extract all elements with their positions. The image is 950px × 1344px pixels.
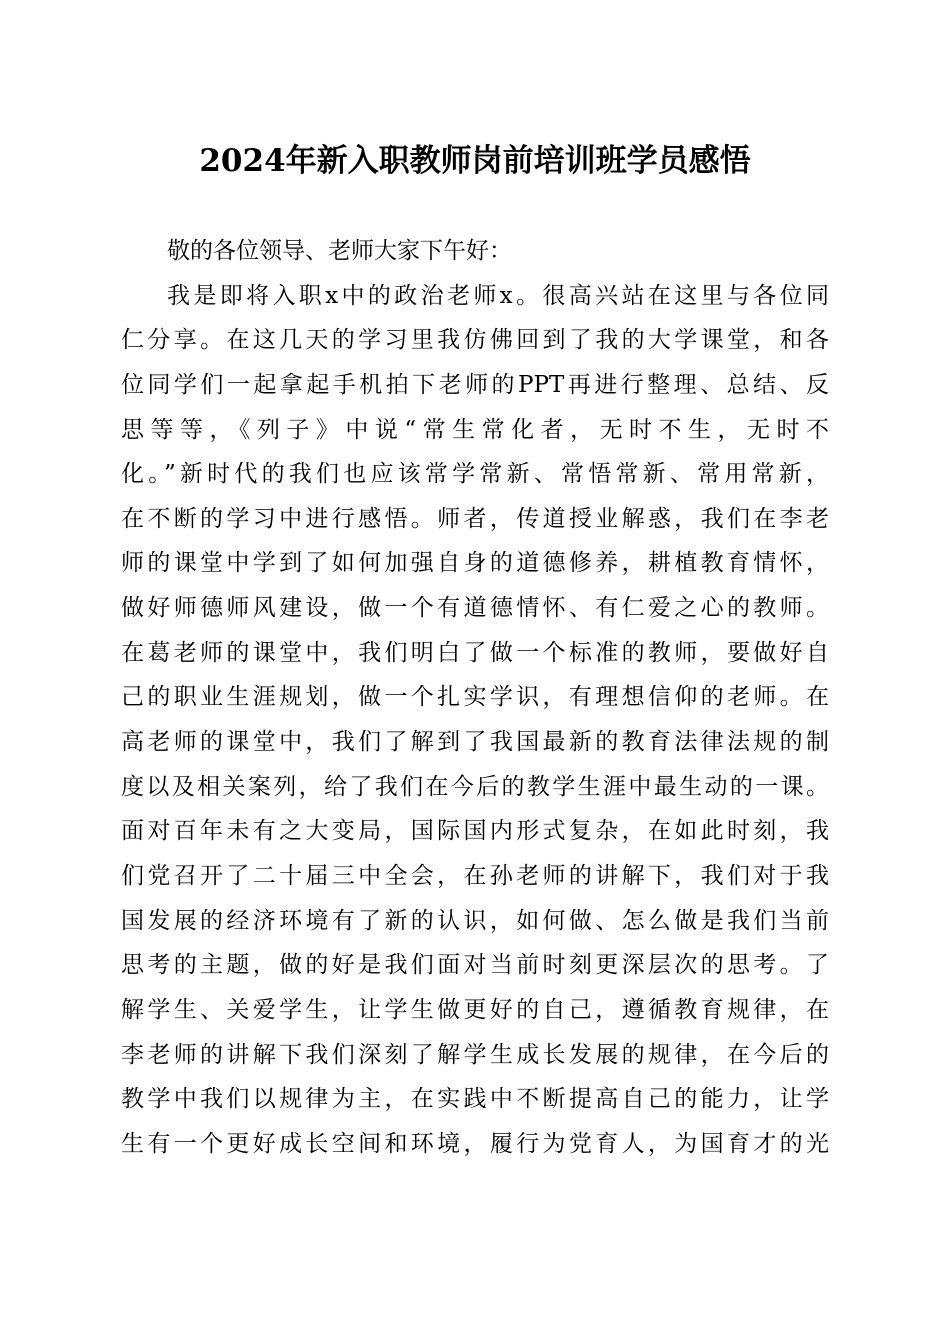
text-line: 面对百年未有之大变局，国际国内形式复杂，在如此时刻，我 [121, 818, 829, 845]
text-line: 己的职业生涯规划，做一个扎实学识，有理想信仰的老师。在 [121, 684, 829, 711]
text-line: 国发展的经济环境有了新的认识，如何做、怎么做是我们当前 [121, 907, 829, 934]
text-line: 师的课堂中学到了如何加强自身的道德修养，耕植教育情怀， [121, 550, 829, 577]
text-line: 位同学们一起拿起手机拍下老师的PPT再进行整理、总结、反 [121, 371, 829, 398]
text-line: 们党召开了二十届三中全会，在孙老师的讲解下，我们对于我 [121, 862, 829, 889]
text-line: 生有一个更好成长空间和环境，履行为党育人，为国育才的光 [121, 1130, 829, 1157]
text-line: 高老师的课堂中，我们了解到了我国最新的教育法律法规的制 [121, 729, 829, 756]
text-line: 在不断的学习中进行感悟。师者，传道授业解惑，我们在李老 [121, 505, 829, 532]
text-line: 我是即将入职x中的政治老师x。很高兴站在这里与各位同 [167, 282, 829, 309]
text-line: 在葛老师的课堂中，我们明白了做一个标准的教师，要做好自 [121, 639, 829, 666]
text-line: 李老师的讲解下我们深刻了解学生成长发展的规律，在今后的 [121, 1041, 829, 1068]
text-line: 化。”新时代的我们也应该常学常新、常悟常新、常用常新， [121, 461, 829, 488]
text-line: 做好师德师风建设，做一个有道德情怀、有仁爱之心的教师。 [121, 595, 829, 622]
text-line: 思考的主题，做的好是我们面对当前时刻更深层次的思考。了 [121, 952, 829, 979]
text-line: 思等等，《列子》中说“常生常化者，无时不生，无时不 [121, 416, 829, 443]
text-line: 仁分享。在这几天的学习里我仿佛回到了我的大学课堂，和各 [121, 327, 829, 354]
paragraph-greeting: 敬的各位领导、老师大家下午好： [167, 238, 512, 264]
text-line: 解学生、关爱学生，让学生做更好的自己，遵循教育规律，在 [121, 996, 829, 1023]
document-title: 2024年新入职教师岗前培训班学员感悟 [199, 143, 751, 179]
text-line: 度以及相关案列，给了我们在今后的教学生涯中最生动的一课。 [121, 773, 829, 800]
text-line: 教学中我们以规律为主，在实践中不断提高自己的能力，让学 [121, 1086, 829, 1113]
document-body [121, 229, 829, 1166]
